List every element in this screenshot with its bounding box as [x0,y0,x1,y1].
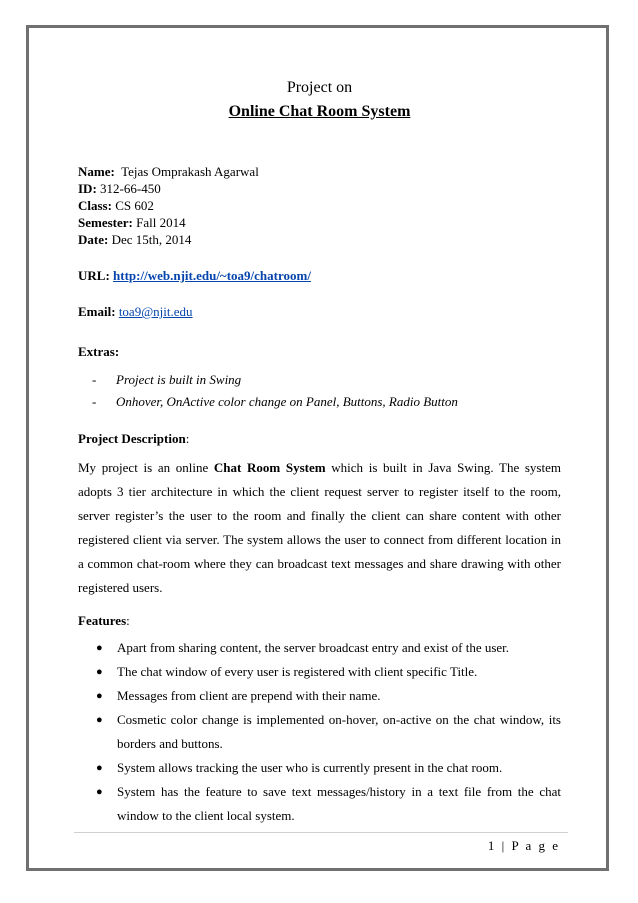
meta-label: Class: [78,198,112,213]
email-label: Email: [78,304,116,319]
meta-id [78,180,259,197]
dash-icon: - [92,394,97,409]
feature-item [78,684,561,708]
meta-value: Fall 2014 [132,215,186,230]
feature-item [78,636,561,660]
title-line-1: Project on [286,79,353,96]
extras-heading: Extras: [78,344,120,359]
extras-item [92,371,458,393]
meta-value: Dec 15th, 2014 [108,232,192,247]
extras-list [92,371,458,415]
meta-value: CS 602 [111,198,154,213]
dash-icon: - [92,372,97,387]
meta-name [78,163,259,180]
meta-label: Name: [78,164,115,179]
page-footer [488,838,560,854]
meta-label: Semester: [78,215,133,230]
feature-text: Apart from sharing content, the server broadcast entry and exist of the user. [117,640,510,655]
url-label: URL: [78,268,110,283]
meta-semester [78,214,259,231]
description-text: which is built in Java Swing. The system adopts 3 tier architecture in which the client request server to register itself to the room, server register’s the user to the room and finally the client can share content with other registered client via server. The system allows the user to connect from different location in a common chat-room where they can broadcast text messages and share drawing with other registered users. [78,460,561,595]
extras-item-text: Onhover, OnActive color change on Panel, Buttons, Radio Button [116,394,458,409]
extras-item [92,393,458,415]
bullet-icon: ● [96,666,103,678]
features-heading-text: Features [78,613,127,628]
page-separator: | [496,838,512,853]
features-heading [78,612,130,630]
feature-text: Messages from client are prepend with their name. [117,688,381,703]
bullet-icon: ● [96,714,103,726]
description-heading-colon: : [185,431,190,446]
feature-item [78,756,561,780]
email-line [78,303,193,321]
description-heading [78,430,189,448]
bullet-icon: ● [96,786,103,798]
feature-text: Cosmetic color change is implemented on-hover, on-active on the chat window, its borders and buttons. [117,712,561,751]
document-title: Online Chat Room System [228,103,411,120]
meta-value: Tejas Omprakash Agarwal [114,164,259,179]
features-heading-colon: : [126,613,130,628]
meta-value: 312-66-450 [96,181,161,196]
meta-class [78,197,259,214]
description-bold: Chat Room System [213,460,326,475]
description-text: My project is an online [78,460,214,475]
feature-item [78,780,561,828]
description-heading-text: Project Description [78,431,186,446]
extras-item-text: Project is built in Swing [116,372,242,387]
meta-block [78,163,259,248]
bullet-icon: ● [96,690,103,702]
meta-label: Date: [78,232,109,247]
feature-item [78,708,561,756]
email-link[interactable]: toa9@njit.edu [118,304,193,319]
features-list [78,636,561,828]
url-link[interactable]: http://web.njit.edu/~toa9/chatroom/ [113,268,311,283]
feature-text: System has the feature to save text messages/history in a text file from the chat window to the client local system. [117,784,561,823]
page-label: P a g e [511,838,560,853]
footer-divider [74,832,568,833]
meta-label: ID: [78,181,97,196]
feature-item [78,660,561,684]
feature-text: The chat window of every user is registered with client specific Title. [117,664,478,679]
bullet-icon: ● [96,642,103,654]
meta-date [78,231,259,248]
bullet-icon: ● [96,762,103,774]
page-number: 1 [487,838,497,853]
url-line [78,267,311,285]
description-paragraph [78,456,561,600]
feature-text: System allows tracking the user who is currently present in the chat room. [117,760,503,775]
